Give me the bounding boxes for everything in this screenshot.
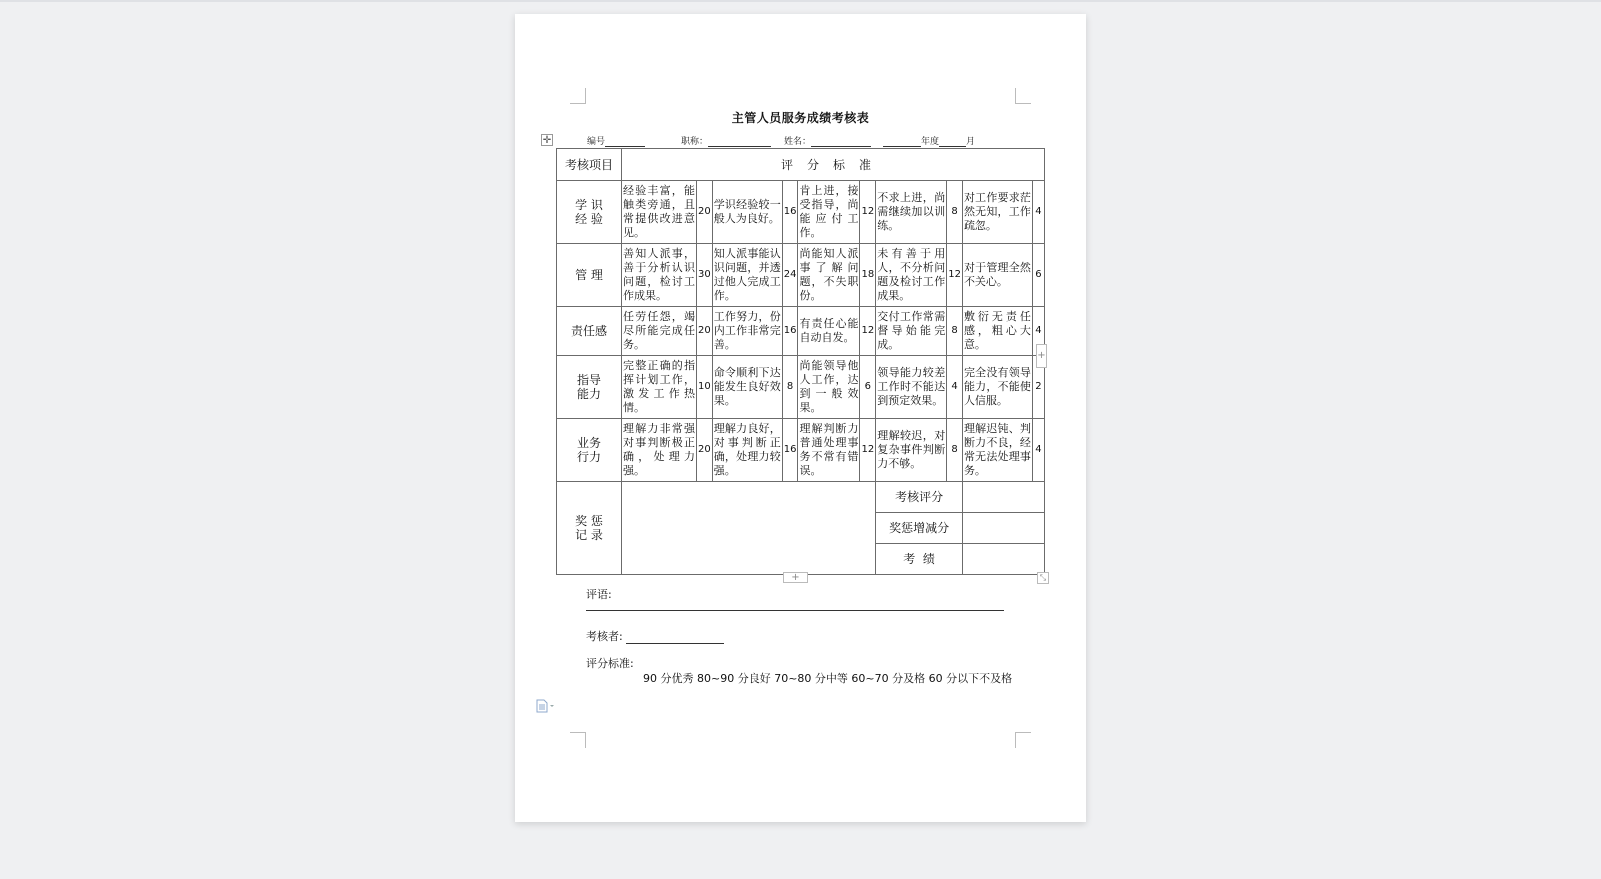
criteria-cell[interactable]: 理解迟钝、判断力不良，经常无法处理事务。: [962, 419, 1032, 482]
margin-corner-bottom-left: [570, 732, 586, 748]
score-cell[interactable]: 6: [1032, 244, 1044, 307]
item-cell[interactable]: 责任感: [557, 307, 622, 356]
score-cell[interactable]: 18: [860, 244, 876, 307]
score-cell[interactable]: 16: [782, 419, 798, 482]
table-row: [557, 307, 1045, 356]
reward-adjust-value[interactable]: [962, 513, 1044, 544]
name-label: 姓名：: [784, 137, 812, 147]
number-label: 编号: [587, 137, 606, 147]
item-cell[interactable]: 指导 能力: [557, 356, 622, 419]
name-blank: [811, 137, 871, 147]
criteria-rows: [557, 181, 1045, 482]
criteria-cell[interactable]: 不求上进，尚需继续加以训练。: [876, 181, 947, 244]
score-cell[interactable]: 4: [1032, 307, 1044, 356]
criteria-cell[interactable]: 理解力非常强对事判断极正确，处理力强。: [622, 419, 697, 482]
score-cell[interactable]: 30: [697, 244, 713, 307]
item-cell[interactable]: 学 识 经 验: [557, 181, 622, 244]
table-move-handle[interactable]: ✛: [542, 135, 552, 146]
paste-options-icon[interactable]: [535, 699, 555, 717]
top-bar: [0, 0, 1601, 2]
score-total-label[interactable]: 考核评分: [876, 482, 963, 513]
criteria-cell[interactable]: 未有善于用人，不分析问题及检讨工作成果。: [876, 244, 947, 307]
score-cell[interactable]: 20: [697, 419, 713, 482]
year-label: 年度: [921, 137, 940, 147]
position-label: 职称：: [681, 137, 709, 147]
number-field: [587, 134, 645, 147]
evaluation-table: [556, 148, 1045, 575]
result-row: [557, 482, 1045, 513]
score-cell[interactable]: 20: [697, 181, 713, 244]
criteria-cell[interactable]: 有责任心能自动自发。: [798, 307, 860, 356]
year-blank: [883, 137, 921, 147]
margin-corner-bottom-right: [1015, 732, 1031, 748]
name-field: [784, 134, 871, 147]
criteria-cell[interactable]: 尚能领导他人工作，达到一般效果。: [798, 356, 860, 419]
reviewer-blank: [626, 632, 724, 644]
criteria-cell[interactable]: 理解判断力普通处理事务不常有错误。: [798, 419, 860, 482]
score-cell[interactable]: 8: [947, 181, 963, 244]
reviewer-label: 考核者:: [586, 630, 623, 643]
criteria-cell[interactable]: 对工作要求茫然无知，工作疏忽。: [962, 181, 1032, 244]
comment-label: 评语:: [586, 588, 612, 601]
score-cell[interactable]: 12: [860, 307, 876, 356]
reward-adjust-label[interactable]: 奖惩增减分: [876, 513, 963, 544]
score-cell[interactable]: 8: [947, 419, 963, 482]
score-cell[interactable]: 2: [1032, 356, 1044, 419]
criteria-cell[interactable]: 对于管理全然不关心。: [962, 244, 1032, 307]
header-standard-cell[interactable]: 评分标准: [622, 149, 1045, 181]
criteria-cell[interactable]: 任劳任怨，竭尽所能完成任务。: [622, 307, 697, 356]
criteria-cell[interactable]: 领导能力较差工作时不能达到预定效果。: [876, 356, 947, 419]
position-blank: [708, 137, 771, 147]
criteria-cell[interactable]: 理解较迟，对复杂事件判断力不够。: [876, 419, 947, 482]
score-cell[interactable]: 12: [947, 244, 963, 307]
criteria-cell[interactable]: 学识经验较一般人为良好。: [712, 181, 782, 244]
table-row: [557, 181, 1045, 244]
number-blank: [605, 137, 645, 147]
score-cell[interactable]: 20: [697, 307, 713, 356]
criteria-cell[interactable]: 肯上进，接受指导，尚能应付工作。: [798, 181, 860, 244]
table-row: [557, 419, 1045, 482]
table-row: [557, 356, 1045, 419]
margin-corner-top-left: [570, 88, 586, 104]
header-row: [557, 149, 1045, 181]
reviewer-field: [586, 628, 724, 644]
score-cell[interactable]: 16: [782, 307, 798, 356]
criteria-cell[interactable]: 理解力良好，对事判断正确，处理力较强。: [712, 419, 782, 482]
score-cell[interactable]: 4: [1032, 419, 1044, 482]
standard-values: 90 分优秀 80~90 分良好 70~80 分中等 60~70 分及格 60 分以下不及格: [643, 672, 1013, 685]
comment-line: [586, 610, 1004, 611]
score-cell[interactable]: 6: [860, 356, 876, 419]
position-field: [681, 134, 771, 147]
criteria-cell[interactable]: 交付工作常需督导始能完成。: [876, 307, 947, 356]
score-cell[interactable]: 8: [947, 307, 963, 356]
final-grade-value[interactable]: [962, 544, 1044, 575]
criteria-cell[interactable]: 经验丰富，能触类旁通，且常提供改进意见。: [622, 181, 697, 244]
score-cell[interactable]: 12: [860, 181, 876, 244]
criteria-cell[interactable]: 工作努力，份内工作非常完善。: [712, 307, 782, 356]
final-grade-label[interactable]: 考 绩: [876, 544, 963, 575]
score-cell[interactable]: 4: [1032, 181, 1044, 244]
score-cell[interactable]: 12: [860, 419, 876, 482]
add-column-button[interactable]: +: [1036, 344, 1047, 368]
reward-record-cell[interactable]: [622, 482, 876, 575]
score-cell[interactable]: 8: [782, 356, 798, 419]
criteria-cell[interactable]: 命令顺利下达能发生良好效果。: [712, 356, 782, 419]
date-field: [883, 134, 975, 147]
score-cell[interactable]: 24: [782, 244, 798, 307]
table-resize-handle[interactable]: ⤡: [1037, 572, 1049, 584]
margin-corner-top-right: [1015, 88, 1031, 104]
criteria-cell[interactable]: 知人派事能认识问题，并透过他人完成工作。: [712, 244, 782, 307]
document-title: 主管人员服务成绩考核表: [731, 111, 870, 125]
criteria-cell[interactable]: 完整正确的指挥计划工作，激发工作热情。: [622, 356, 697, 419]
score-cell[interactable]: 4: [947, 356, 963, 419]
score-total-value[interactable]: [962, 482, 1044, 513]
month-label: 月: [966, 137, 976, 147]
criteria-cell[interactable]: 完全没有领导能力，不能使人信服。: [962, 356, 1032, 419]
document-page[interactable]: [515, 14, 1086, 822]
month-blank: [939, 137, 966, 147]
item-cell[interactable]: 管 理: [557, 244, 622, 307]
header-item-cell[interactable]: 考核项目: [557, 149, 622, 181]
criteria-cell[interactable]: 敷衍无责任感，粗心大意。: [962, 307, 1032, 356]
standard-label: 评分标准:: [586, 657, 634, 670]
score-cell[interactable]: 10: [697, 356, 713, 419]
add-row-button[interactable]: +: [783, 572, 808, 583]
score-cell[interactable]: 16: [782, 181, 798, 244]
criteria-cell[interactable]: 尚能知人派事了解问题，不失职份。: [798, 244, 860, 307]
reward-record-label[interactable]: 奖 惩 记 录: [557, 482, 622, 575]
criteria-cell[interactable]: 善知人派事，善于分析认识问题，检讨工作成果。: [622, 244, 697, 307]
item-cell[interactable]: 业务 行力: [557, 419, 622, 482]
table-row: [557, 244, 1045, 307]
